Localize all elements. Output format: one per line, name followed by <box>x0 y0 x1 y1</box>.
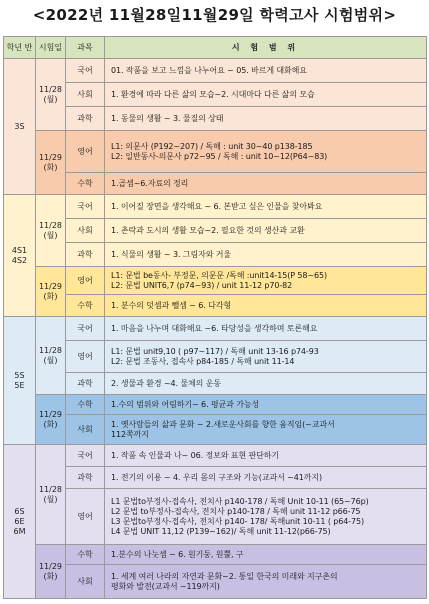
subject-cell: 수학 <box>66 173 105 195</box>
grade-label: 3S <box>14 121 25 131</box>
grade-cell <box>4 317 36 445</box>
exam-table-body <box>4 59 427 599</box>
grade-label: 6S <box>14 506 25 516</box>
scope-line: L1: 문법 unit9,10 ( p97~117) / 독해 unit 13-16 p74-93 <box>111 346 319 356</box>
subject-cell: 영어 <box>66 489 105 545</box>
date-label: (화) <box>43 419 58 429</box>
table-row <box>4 415 427 445</box>
table-row <box>4 565 427 599</box>
date-label: 11/28 <box>38 220 63 230</box>
scope-cell <box>105 545 427 565</box>
scope-cell <box>105 373 427 395</box>
scope-cell <box>105 489 427 545</box>
grade-label: 6M <box>13 526 26 536</box>
date-label: (화) <box>43 291 58 301</box>
scope-line: 01. 작품을 보고 느낌을 나누어요 ~ 05. 바르게 대화해요 <box>111 65 307 75</box>
table-row <box>4 59 427 83</box>
date-cell <box>36 445 66 545</box>
subject-cell: 영어 <box>66 131 105 173</box>
date-label: (월) <box>43 94 58 104</box>
table-row <box>4 545 427 565</box>
table-row <box>4 295 427 317</box>
scope-line: 1.곱셈~6.자료의 정리 <box>111 178 189 188</box>
scope-header: 시 험 범 위 <box>105 37 427 59</box>
date-label: (화) <box>43 571 58 581</box>
table-row <box>4 267 427 295</box>
subject-cell: 과학 <box>66 107 105 131</box>
grade-header: 학년 반 <box>4 37 36 59</box>
subject-cell: 국어 <box>66 59 105 83</box>
scope-line: L2 문법 to부정사-접속사, 전치사 p140-178 / 독해 unit 11-12 p66-75 <box>111 506 361 516</box>
scope-cell <box>105 445 427 467</box>
subject-cell: 국어 <box>66 317 105 341</box>
scope-line: 1. 환경에 따라 다른 삶의 모습~2. 시대마다 다른 삶의 모습 <box>111 89 315 99</box>
date-cell <box>36 545 66 599</box>
scope-cell <box>105 219 427 243</box>
table-row <box>4 317 427 341</box>
subject-cell: 과학 <box>66 243 105 267</box>
table-row <box>4 373 427 395</box>
scope-line: L1: 의문사 (P192~207) / 독해 : unit 30~40 p138-185 <box>111 141 313 151</box>
scope-line: 1. 촌락과 도시의 생활 모습~2. 필요한 것의 생산과 교환 <box>111 225 305 235</box>
scope-line: 1.분수의 나눗셈 ~ 6. 원기둥, 원뿔, 구 <box>111 549 244 559</box>
scope-line: L2: 일반동사-의문사 p72~95 / 독해 : unit 10~12(P64~83) <box>111 151 328 161</box>
subject-cell: 국어 <box>66 445 105 467</box>
grade-label: 5S <box>14 370 25 380</box>
scope-cell <box>105 173 427 195</box>
table-row <box>4 489 427 545</box>
scope-cell <box>105 467 427 489</box>
date-cell <box>36 59 66 131</box>
table-row <box>4 131 427 173</box>
subject-header: 과목 <box>66 37 105 59</box>
date-label: 11/29 <box>38 561 63 571</box>
scope-cell <box>105 295 427 317</box>
scope-line: 1.수의 범위와 어림하기~ 6. 평균과 가능성 <box>111 399 260 409</box>
scope-line: 1. 식물의 생활 ~ 3. 그림자와 거울 <box>111 249 232 259</box>
table-row <box>4 395 427 415</box>
date-label: (월) <box>43 230 58 240</box>
grade-label: 6E <box>14 516 25 526</box>
scope-line: L4 문법 UNIT 11,12 (P139~162)/ 독해 unit 11-12(p66-75) <box>111 526 331 536</box>
date-label: (월) <box>43 355 58 365</box>
date-label: 11/28 <box>38 84 63 94</box>
date-label: 11/29 <box>38 409 63 419</box>
scope-line: L3 문법to부정사-접속사, 전치사 p140- 178/ 독해unit 10-11 ( p64-75) <box>111 516 365 526</box>
scope-cell <box>105 317 427 341</box>
date-label: 11/28 <box>38 345 63 355</box>
table-row <box>4 467 427 489</box>
scope-line: 112쪽까지 <box>111 429 149 439</box>
scope-cell <box>105 341 427 373</box>
scope-cell <box>105 565 427 599</box>
scope-line: 1. 전기의 이용 ~ 4. 우리 몸의 구조와 기능(교과서 ~41까지) <box>111 472 323 482</box>
date-cell <box>36 317 66 395</box>
scope-line: 1. 작품 속 인물과 나~ 06. 정보와 표현 판단하기 <box>111 450 280 460</box>
subject-cell: 국어 <box>66 195 105 219</box>
table-row <box>4 243 427 267</box>
date-cell <box>36 395 66 445</box>
table-row <box>4 219 427 243</box>
grade-cell <box>4 59 36 195</box>
exam-scope-table <box>3 36 427 599</box>
date-header: 시험일 <box>36 37 66 59</box>
subject-cell: 수학 <box>66 395 105 415</box>
grade-label: 4S1 <box>11 245 28 255</box>
table-row <box>4 341 427 373</box>
scope-cell <box>105 83 427 107</box>
table-row <box>4 195 427 219</box>
table-row <box>4 107 427 131</box>
scope-line: 1. 옛사람들의 삶과 문화 ~ 2.새로운사회를 향한 움직임(~교과서 <box>111 419 335 429</box>
table-row <box>4 83 427 107</box>
table-row <box>4 445 427 467</box>
scope-cell <box>105 415 427 445</box>
subject-cell: 사회 <box>66 83 105 107</box>
scope-cell <box>105 243 427 267</box>
scope-line: 1. 세계 여러 나라의 자연과 문화~2. 통일 한국의 미래와 지구촌의 <box>111 571 338 581</box>
subject-cell: 수학 <box>66 545 105 565</box>
grade-label: 4S2 <box>11 255 28 265</box>
scope-line: 1. 마음을 나누며 대화해요 ~6. 타당성을 생각하며 토론해요 <box>111 323 318 333</box>
scope-line: 1. 분수의 덧셈과 뺄셈 ~ 6. 다각형 <box>111 300 232 310</box>
scope-line: L1: 문법 be동사- 부정문, 의문문 /독해 :unit14-15(P 58~65) <box>111 270 327 280</box>
subject-cell: 사회 <box>66 415 105 445</box>
grade-cell <box>4 445 36 599</box>
grade-cell <box>4 195 36 317</box>
date-label: (월) <box>43 494 58 504</box>
subject-cell: 수학 <box>66 295 105 317</box>
subject-cell: 영어 <box>66 341 105 373</box>
scope-cell <box>105 107 427 131</box>
scope-line: L1 문법to부정사-접속사, 전치사 p140-178 / 독해 Unit 10-11 (65~76p) <box>111 496 369 506</box>
grade-label: 5E <box>14 380 25 390</box>
date-cell <box>36 131 66 195</box>
date-label: 11/28 <box>38 484 63 494</box>
date-cell <box>36 195 66 267</box>
date-label: 11/29 <box>38 152 63 162</box>
subject-cell: 과학 <box>66 467 105 489</box>
page-title: <2022년 11월28일11월29일 학력고사 시험범위> <box>32 6 397 24</box>
subject-cell: 사회 <box>66 219 105 243</box>
table-row <box>4 173 427 195</box>
date-label: 11/29 <box>38 281 63 291</box>
subject-cell: 영어 <box>66 267 105 295</box>
scope-line: 평화와 발전(교과서 ~119까지) <box>111 581 220 591</box>
subject-cell: 과학 <box>66 373 105 395</box>
scope-cell <box>105 395 427 415</box>
scope-line: 1. 동물의 생활 ~ 3. 물질의 상태 <box>111 113 224 123</box>
subject-cell: 사회 <box>66 565 105 599</box>
scope-line: L2: 문법 조동사, 접속사 p84-185 / 독해 unit 11-14 <box>111 356 295 366</box>
scope-cell <box>105 267 427 295</box>
scope-cell <box>105 131 427 173</box>
scope-line: L2: 문법 UNIT6,7 (p74~93) / unit 11-12 p70-82 <box>111 280 293 290</box>
scope-cell <box>105 59 427 83</box>
scope-line: 1. 이어질 장면을 생각해요 ~ 6. 본받고 싶은 인물을 찾아봐요 <box>111 201 323 211</box>
scope-line: 2. 생물과 환경 ~4. 물체의 운동 <box>111 378 221 388</box>
date-label: (화) <box>43 162 58 172</box>
scope-cell <box>105 195 427 219</box>
date-cell <box>36 267 66 317</box>
